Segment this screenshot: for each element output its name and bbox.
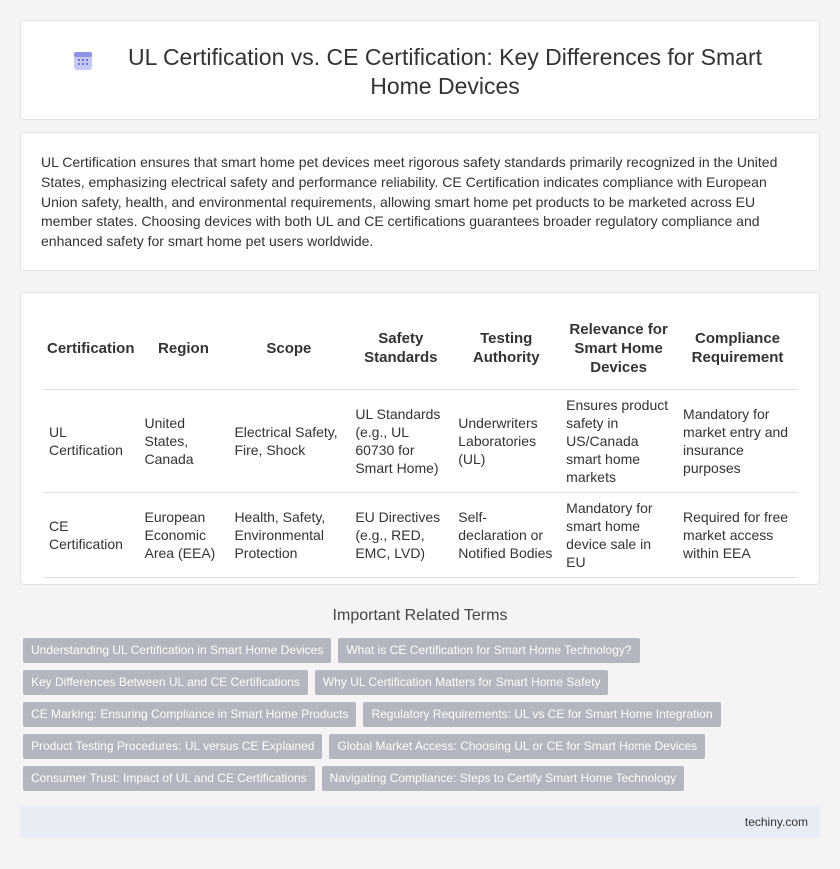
related-term-link[interactable]: Product Testing Procedures: UL versus CE Explained: [23, 734, 322, 759]
table-cell: CE Certification: [43, 492, 139, 577]
related-term-link[interactable]: Consumer Trust: Impact of UL and CE Certifications: [23, 766, 315, 791]
table-cell: Health, Safety, Environmental Protection: [228, 492, 349, 577]
column-header: Certification: [43, 307, 139, 389]
page-title: UL Certification vs. CE Certification: Key Differences for Smart Home Devices: [128, 44, 762, 99]
table-row: [43, 492, 798, 577]
table-cell: United States, Canada: [139, 389, 229, 492]
related-term-link[interactable]: Why UL Certification Matters for Smart Home Safety: [315, 670, 609, 695]
related-term-link[interactable]: Navigating Compliance: Steps to Certify Smart Home Technology: [322, 766, 685, 791]
table-cell: Ensures product safety in US/Canada smart home markets: [560, 389, 677, 492]
table-cell: Self-declaration or Notified Bodies: [452, 492, 560, 577]
related-terms-title: Important Related Terms: [332, 607, 508, 624]
column-header: Scope: [228, 307, 349, 389]
footer-bar: [20, 806, 820, 838]
related-term-link[interactable]: CE Marking: Ensuring Compliance in Smart Home Products: [23, 702, 356, 727]
table-row: [43, 389, 798, 492]
table-cell: EU Directives (e.g., RED, EMC, LVD): [349, 492, 452, 577]
title-wrap: [21, 43, 819, 101]
related-term-link[interactable]: Understanding UL Certification in Smart Home Devices: [23, 638, 331, 663]
column-header: Region: [139, 307, 229, 389]
column-header: Safety Standards: [349, 307, 452, 389]
table-cell: UL Standards (e.g., UL 60730 for Smart Home): [349, 389, 452, 492]
intro-text: UL Certification ensures that smart home pet devices meet rigorous safety standards primarily recognized in the United States, emphasizing electrical safety and performance reliability. CE Certification indicates compliance with European Union safety, health, and environmental requirements, allowing smart home pet products to be marketed across EU member states. Choosing devices with both UL and CE certifications guarantees broader regulatory compliance and enhanced safety for smart home pet users worldwide.: [41, 154, 778, 250]
column-header: Relevance for Smart Home Devices: [560, 307, 677, 389]
related-term-link[interactable]: Global Market Access: Choosing UL or CE for Smart Home Devices: [329, 734, 705, 759]
comparison-table-card: [20, 292, 820, 585]
table-cell: Electrical Safety, Fire, Shock: [228, 389, 349, 492]
table-cell: Required for free market access within EEA: [677, 492, 798, 577]
related-term-link[interactable]: What is CE Certification for Smart Home Technology?: [338, 638, 639, 663]
column-header: Compliance Requirement: [677, 307, 798, 389]
table-cell: UL Certification: [43, 389, 139, 492]
table-cell: Mandatory for smart home device sale in EU: [560, 492, 677, 577]
header-card: [20, 20, 820, 120]
comparison-table: [43, 307, 798, 578]
table-cell: European Economic Area (EEA): [139, 492, 229, 577]
column-header: Testing Authority: [452, 307, 560, 389]
related-term-link[interactable]: Regulatory Requirements: UL vs CE for Smart Home Integration: [363, 702, 720, 727]
related-terms-list: [23, 638, 823, 798]
table-cell: Mandatory for market entry and insurance purposes: [677, 389, 798, 492]
related-term-link[interactable]: Key Differences Between UL and CE Certifications: [23, 670, 308, 695]
footer-site-link[interactable]: techiny.com: [744, 815, 808, 829]
intro-card: [20, 132, 820, 271]
table-header-row: [43, 307, 798, 389]
table-cell: Underwriters Laboratories (UL): [452, 389, 560, 492]
